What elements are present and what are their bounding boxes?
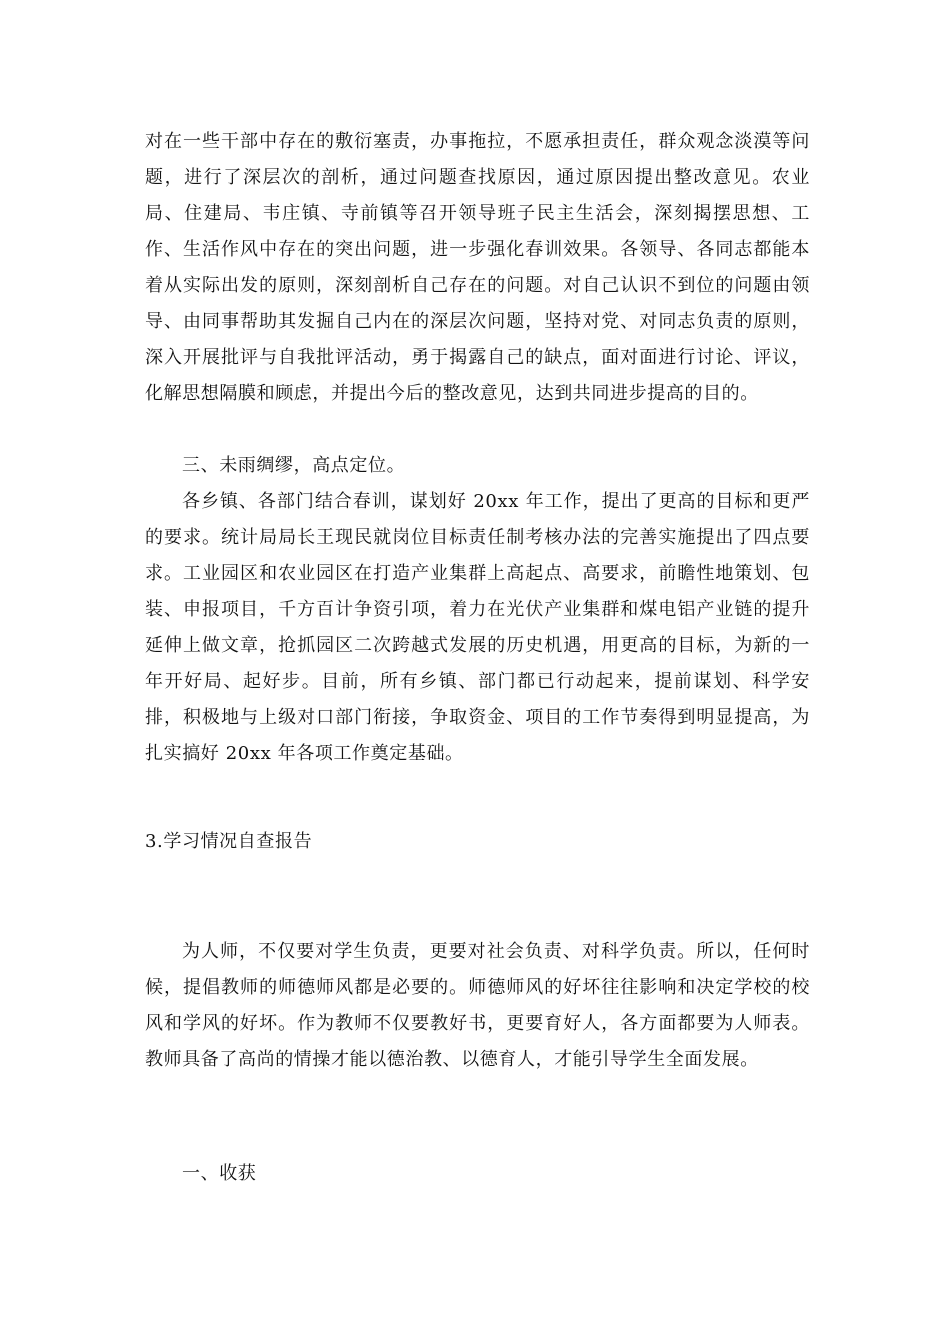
section-heading-three: 三、未雨绸缪，高点定位。: [182, 455, 406, 476]
paragraph-teacher-ethics: 为人师，不仅要对学生负责，更要对社会负责、对科学负责。所以，任何时候，提倡教师的师德师风都是必要的。师德师风的好坏往往影响和决定学校的校风和学风的好坏。作为教师不仅要教好书，更要育好人，各方面都要为人师表。教师具备了高尚的情操才能以德治教、以德育人，才能引导学生全面发展。: [145, 941, 810, 1070]
section-heading-gains: 一、收获: [182, 1163, 257, 1184]
report-title: 3.学习情况自查报告: [145, 831, 313, 852]
paragraph-planning: 各乡镇、各部门结合春训，谋划好 20xx 年工作，提出了更高的目标和更严的要求。统计局局长王现民就岗位目标责任制考核办法的完善实施提出了四点要求。工业园区和农业园区在打造产业集群上高起点、高要求，前瞻性地策划、包装、申报项目，千方百计争资引项，着力在光伏产业集群和煤电铝产业链的提升延伸上做文章，抢抓园区二次跨越式发展的历史机遇，用更高的目标，为新的一年开好局、起好步。目前，所有乡镇、部门都已行动起来，提前谋划、科学安排，积极地与上级对口部门衔接，争取资金、项目的工作节奏得到明显提高，为扎实搞好 20xx 年各项工作奠定基础。: [145, 491, 810, 764]
paragraph-self-criticism: 对在一些干部中存在的敷衍塞责，办事拖拉，不愿承担责任，群众观念淡漠等问题，进行了深层次的剖析，通过问题查找原因，通过原因提出整改意见。农业局、住建局、韦庄镇、寺前镇等召开领导班子民主生活会，深刻揭摆思想、工作、生活作风中存在的突出问题，进一步强化春训效果。各领导、各同志都能本着从实际出发的原则，深刻剖析自己存在的问题。对自己认识不到位的问题由领导、由同事帮助其发掘自己内在的深层次问题，坚持对党、对同志负责的原则，深入开展批评与自我批评活动，勇于揭露自己的缺点，面对面进行讨论、评议，化解思想隔膜和顾虑，并提出今后的整改意见，达到共同进步提高的目的。: [145, 131, 810, 404]
